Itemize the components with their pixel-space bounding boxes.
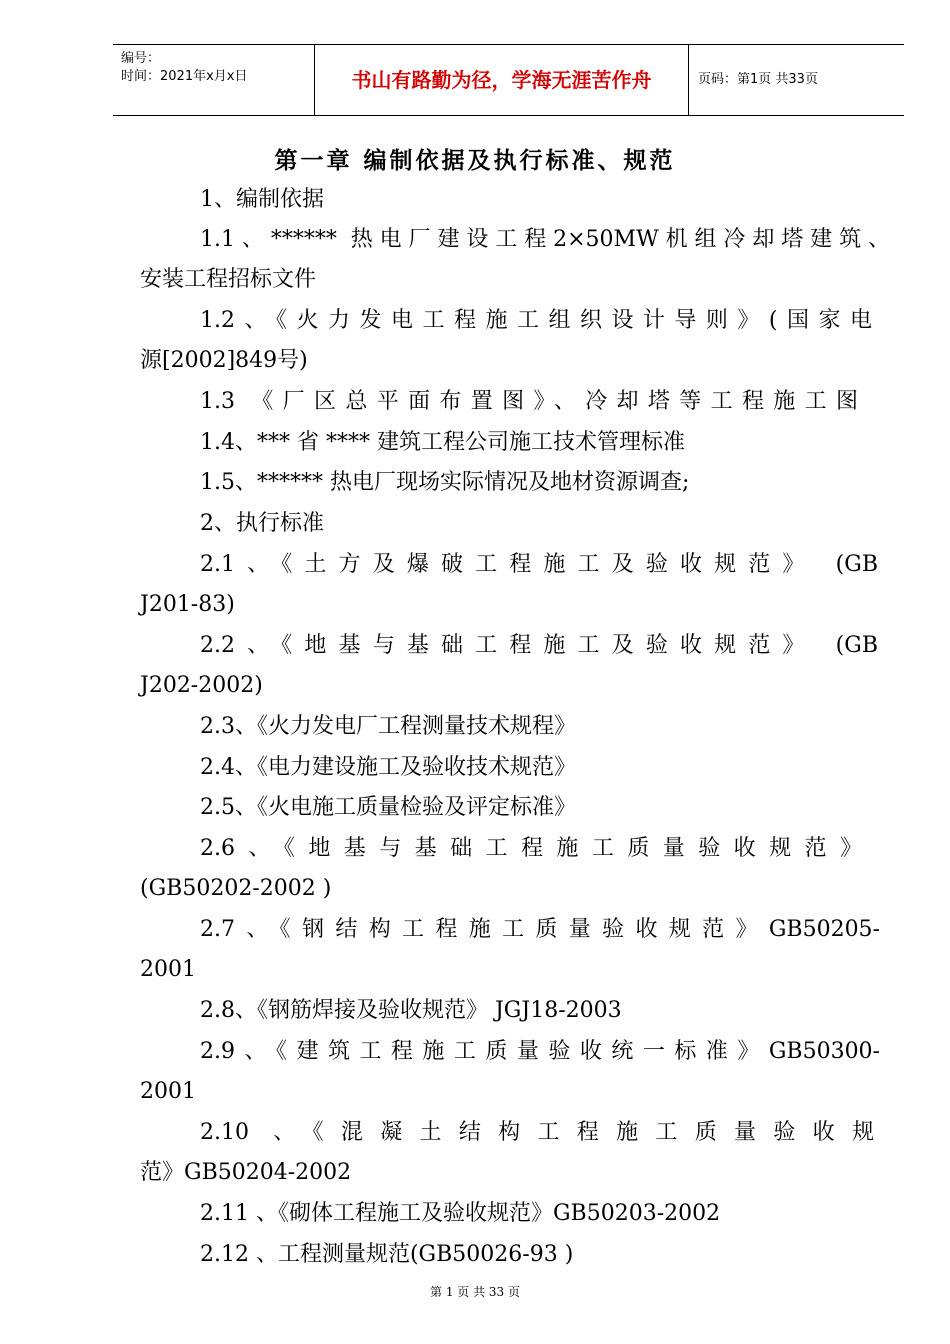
document-number-label: 编号： <box>121 51 161 66</box>
body-line: 1.1、****** 热电厂建设工程2×50MW机组冷却塔建筑、 <box>200 227 890 252</box>
section-heading: 2、执行标准 <box>200 511 324 536</box>
body-line: 2001 <box>140 957 196 982</box>
chapter-title: 第一章 编制依据及执行标准、规范 <box>274 148 676 174</box>
body-line: 2.10 、《混凝土结构工程施工质量验收规 <box>200 1120 874 1145</box>
header-page-cell <box>688 45 904 115</box>
body-line: 2.4、《电力建设施工及验收技术规范》 <box>200 755 576 780</box>
header-motto-cell <box>314 45 689 115</box>
body-line: 2.2、《地基与基础工程施工及验收规范》 (GB <box>200 633 878 658</box>
body-line: 安装工程招标文件 <box>140 267 317 292</box>
body-line: 2.9、《建筑工程施工质量验收统一标准》GB50300- <box>200 1039 880 1064</box>
body-line: 2.7、《钢结构工程施工质量验收规范》GB50205- <box>200 917 880 942</box>
header-meta-cell <box>113 45 314 115</box>
body-line: 2.8、《钢筋焊接及验收规范》 JGJ18-2003 <box>200 998 622 1023</box>
body-line: J202-2002) <box>140 673 263 698</box>
body-line: 2.11 、《砌体工程施工及验收规范》GB50203-2002 <box>200 1201 721 1226</box>
section-heading: 1、编制依据 <box>200 187 324 212</box>
document-time: 时间：2021年x月x日 <box>121 69 248 84</box>
header-page-code: 页码：第1页 共33页 <box>698 72 818 87</box>
body-line: (GB50202-2002 ) <box>140 876 332 901</box>
body-line: 2.3、《火力发电厂工程测量技术规程》 <box>200 714 576 739</box>
page-header <box>113 44 904 116</box>
body-line: 2.6、《地基与基础工程施工质量验收规范》 <box>200 836 862 861</box>
page-footer: 第 1 页 共 33 页 <box>430 1285 520 1299</box>
body-line: 2001 <box>140 1079 196 1104</box>
body-line: 2.5、《火电施工质量检验及评定标准》 <box>200 795 576 820</box>
body-line: 1.5、****** 热电厂现场实际情况及地材资源调查; <box>200 470 690 495</box>
body-line: 2.12 、工程测量规范(GB50026-93 ) <box>200 1242 574 1267</box>
body-line: 1.3 《厂区总平面布置图》、冷却塔等工程施工图 <box>200 389 858 414</box>
body-line: J201-83) <box>140 592 235 617</box>
body-line: 2.1、《土方及爆破工程施工及验收规范》 (GB <box>200 552 878 577</box>
body-line: 范》GB50204-2002 <box>140 1160 352 1185</box>
body-line: 源[2002]849号) <box>140 348 308 373</box>
body-line: 1.2、《火力发电工程施工组织设计导则》(国家电 <box>200 308 872 333</box>
header-motto: 书山有路勤为径，学海无涯苦作舟 <box>351 68 652 92</box>
body-line: 1.4、*** 省 **** 建筑工程公司施工技术管理标准 <box>200 430 685 455</box>
